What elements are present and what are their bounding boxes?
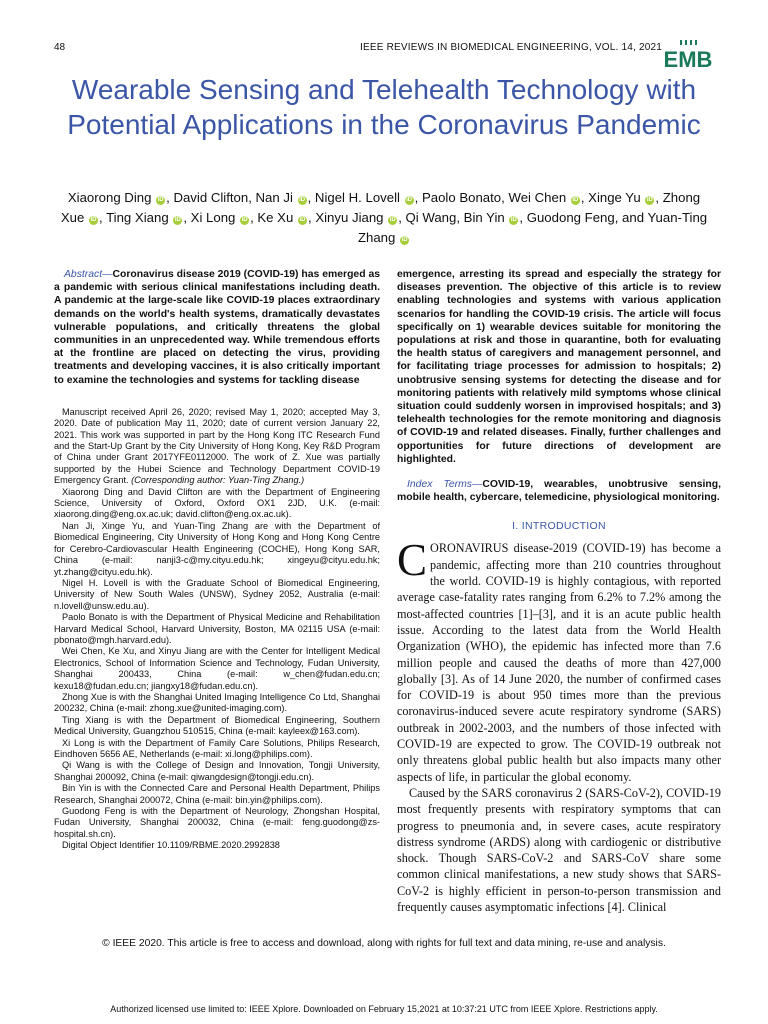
page-header bbox=[54, 40, 714, 70]
author-name: Bin Yin bbox=[463, 210, 505, 225]
orcid-icon[interactable]: iD bbox=[241, 217, 248, 223]
author-name: Paolo Bonato bbox=[421, 190, 502, 205]
footnote: Xiaorong Ding and David Clifton are with the Department of Engineering Science, University of Oxford, Oxford OX1 2JD, U.K. (e-mail: xiaorong.ding@eng.ox.ac.uk; david.clifton@eng.ox.ac.uk). bbox=[54, 486, 380, 520]
footnote: Zhong Xue is with the Shanghai United Imaging Intelligence Co Ltd, Shanghai 200232, China (e-mail: zhong.xue@united-imaging.com). bbox=[54, 691, 380, 714]
drop-cap: C bbox=[397, 535, 428, 586]
author-name: Xiaorong Ding bbox=[67, 190, 152, 205]
author-name: Xinyu Jiang bbox=[315, 210, 384, 225]
orcid-icon[interactable]: iD bbox=[299, 197, 306, 203]
index-terms-label: Index Terms— bbox=[407, 479, 483, 491]
svg-text:EMB: EMB bbox=[663, 47, 713, 70]
abstract-label: Abstract— bbox=[64, 269, 113, 280]
index-terms bbox=[397, 478, 721, 504]
footnote: Paolo Bonato is with the Department of Physical Medicine and Rehabilitation Harvard Medical School, Harvard University, Boston, MA 02115 USA (e-mail: pbonato@mgh.harvard.edu). bbox=[54, 612, 380, 645]
orcid-icon[interactable]: iD bbox=[406, 197, 413, 203]
footnote: Wei Chen, Ke Xu, and Xinyu Jiang are with the Center for Intelligent Medical Electronics, School of Information Science and Technology, Fudan University, Shanghai 200433, China (e-mail: w_chen@fudan.edu.cn; kexu18@fudan.edu.cn; jiangxy18@fudan.edu.cn). bbox=[54, 646, 380, 691]
section-heading bbox=[397, 520, 721, 532]
right-column bbox=[397, 268, 721, 915]
intro-body bbox=[397, 535, 721, 915]
author-name: David Clifton bbox=[173, 190, 249, 205]
author-name: Guodong Feng bbox=[526, 210, 615, 225]
abstract-text: Coronavirus disease 2019 (COVID-19) has emerged as a pandemic with serious clinical manifestations including death. A pandemic at the large-scale like COVID-19 places extraordinary demands on the world's health systems, dramatically devastates vulnerable populations, and critically threatens the global communities in an unprecedented way. While tremendous efforts at the frontline are placed on detecting the virus, providing treatments and developing vaccines, it is also critically important to examine the technologies and systems for tackling disease bbox=[54, 269, 380, 386]
orcid-icon[interactable]: iD bbox=[174, 217, 181, 223]
journal-name: IEEE REVIEWS IN BIOMEDICAL ENGINEERING, VOL. 14, 2021 bbox=[360, 42, 662, 53]
footnote: Bin Yin is with the Connected Care and Personal Health Department, Philips Research, Shanghai 200072, China (e-mail: bin.yin@philips.com). bbox=[54, 783, 380, 805]
footnotes bbox=[54, 407, 380, 852]
author-name: Nigel H. Lovell bbox=[314, 190, 400, 205]
author-name: Xi Long bbox=[190, 210, 236, 225]
orcid-icon[interactable]: iD bbox=[510, 217, 517, 223]
author-name: Ke Xu bbox=[257, 210, 294, 225]
copyright-notice: © IEEE 2020. This article is free to access and download, along with rights for full text and data mining, re-use and analysis. bbox=[102, 938, 666, 949]
intro-paragraph-2: Caused by the SARS coronavirus 2 (SARS-CoV-2), COVID-19 most frequently presents with respiratory symptoms that can progress to pneumonia and, in severe cases, acute respiratory distress syndrome (ARDS) along with cardiogenic or distributive shock. Though SARS-CoV-2 and SARS-CoV share some common clinical manifestations, a new study shows that SARS-CoV-2 is highly efficient in person-to-person transmission and frequently causes asymptomatic infections [4]. Clinical bbox=[397, 785, 721, 914]
footnote: Manuscript received April 26, 2020; revised May 1, 2020; accepted May 3, 2020. Date of publication May 11, 2020; date of current version January 22, 2021. This work was supported in part by the Hong Kong ITC Research Fund and the Start-Up Grant by the City University of Hong Kong, Key R&D Program of China under Grant 2017YFE0112000. The work of Z. Xue was partially supported by the Hubei Science and Technology Department COVID-19 Emergency Grant. (Corresponding author: Yuan-Ting Zhang.) bbox=[54, 406, 380, 486]
footnote: Nigel H. Lovell is with the Graduate School of Biomedical Engineering, University of New South Wales (UNSW), Sydney 2052, Australia (e-mail: n.lovell@unsw.edu.au). bbox=[54, 577, 380, 611]
left-column bbox=[54, 268, 380, 852]
section-title: INTRODUCTION bbox=[521, 520, 606, 533]
author-name: Qi Wang bbox=[405, 210, 457, 225]
author-name: Yuan-Ting Zhang bbox=[357, 210, 708, 245]
orcid-icon[interactable]: iD bbox=[572, 197, 579, 203]
footnote: Guodong Feng is with the Department of Neurology, Zhongshan Hospital, Fudan University, Shanghai 200032, China (e-mail: feng.guodong@zs-hospital.sh.cn). bbox=[54, 806, 380, 839]
abstract-part2: emergence, arresting its spread and especially the strategy for diseases prevention. The objective of this article is to review enabling technologies and systems with various application scenarios for handling the COVID-19 crisis. The article will focus specifically on 1) wearable devices suitable for monitoring the populations at risk and those in quarantine, both for evaluating the health status of caregivers and management personnel, and for facilitating triage processes for admission to hospitals; 2) unobtrusive sensing systems for detecting the disease and for monitoring patients with relatively mild symptoms whose clinical situation could suddenly worsen in improvised hospitals; and 3) telehealth technologies for the remote monitoring and diagnosis of COVID-19 and related diseases. Finally, further challenges and opportunities for future directions of development are highlighted. bbox=[397, 269, 721, 465]
orcid-icon[interactable]: iD bbox=[157, 197, 164, 203]
footnote: Ting Xiang is with the Department of Biomedical Engineering, Southern Medical University, Guangzhou 510515, China (e-mail: kayleex@163.com). bbox=[54, 714, 380, 737]
footnote: Qi Wang is with the College of Design and Innovation, Tongji University, Shanghai 200092, China (e-mail: qiwangdesign@tongji.edu.cn). bbox=[54, 760, 380, 782]
page-number: 48 bbox=[54, 42, 66, 53]
license-notice: Authorized licensed use limited to: IEEE Xplore. Downloaded on February 15,2021 at 10:37:21 UTC from IEEE Xplore. Restrictions apply. bbox=[110, 1004, 658, 1014]
abstract-part1 bbox=[54, 268, 380, 387]
orcid-icon[interactable]: iD bbox=[389, 217, 396, 223]
author-name: Ting Xiang bbox=[106, 210, 169, 225]
article-title: Wearable Sensing and Telehealth Technology with Potential Applications in the Coronavirus Pandemic bbox=[67, 74, 701, 140]
author-name: Xinge Yu bbox=[588, 190, 641, 205]
intro-p1-text: ORONAVIRUS disease-2019 (COVID-19) has become a pandemic, affecting more than 210 countries throughout the world. COVID-19 is highly contagious, with reported average case-fatality rates ranging from 6.2% to 7.2% among the most-affected countries [1]–[3], and it is an acute public health issue. According to the latest data from the World Health Organization (WHO), the epidemic has infected more than 7.6 million people and caused the deaths of more than 427,000 globally [3]. As of 14 June 2020, the number of confirmed cases for COVID-19 is about 950 times more than the previous coronavirus-induced severe acute respiratory syndrome (SARS) outbreak in 2002-2003, and the numbers of those infected with COVID-19 are expected to grow. The COVID-19 outbreak not only threatens global public health but also impacts many other aspects of life, in particular the global economy. bbox=[397, 541, 721, 784]
intro-paragraph-1 bbox=[397, 535, 721, 784]
section-number: I. bbox=[512, 520, 519, 533]
emb-logo bbox=[660, 40, 716, 70]
orcid-icon[interactable]: iD bbox=[90, 217, 97, 223]
orcid-icon[interactable]: iD bbox=[299, 217, 306, 223]
orcid-icon[interactable]: iD bbox=[646, 197, 653, 203]
footnote: Xi Long is with the Department of Family Care Solutions, Philips Research, Eindhoven 5656 AE, Netherlands (e-mail: xi.long@philips.com). bbox=[54, 737, 380, 760]
footnote: Nan Ji, Xinge Yu, and Yuan-Ting Zhang are with the Department of Biomedical Engineering, City University of Hong Kong and Hong Kong Centre for Cerebro-Cardiovascular Health Engineering (COCHE), Hong Kong SAR, China (e-mail: nanji3-c@my.cityu.edu.hk; xingeyu@cityu.edu.hk; yt.zhang@cityu.edu.hk). bbox=[54, 520, 380, 577]
author-list: Xiaorong Ding iD , David Clifton, Nan Ji iD , Nigel H. Lovell iD , Paolo Bonato, Wei Chen iD , Xinge Yu iD , Zhong Xue iD , Ting Xiang iD , Xi Long iD , Ke Xu iD , Xinyu Jiang iD , Qi Wang, Bin Yin iD , Guodong Feng, and Yuan-Ting Zhang iD bbox=[60, 190, 708, 245]
index-terms-text: COVID-19, wearables, unobtrusive sensing, mobile health, cybercare, telemedicine, physiological monitoring. bbox=[397, 479, 721, 504]
author-name: Zhong Xue bbox=[60, 190, 701, 225]
orcid-icon[interactable]: iD bbox=[401, 237, 408, 243]
author-name: Wei Chen bbox=[508, 190, 567, 205]
author-name: Nan Ji bbox=[255, 190, 293, 205]
footnote: Digital Object Identifier 10.1109/RBME.2020.2992838 bbox=[62, 840, 280, 851]
